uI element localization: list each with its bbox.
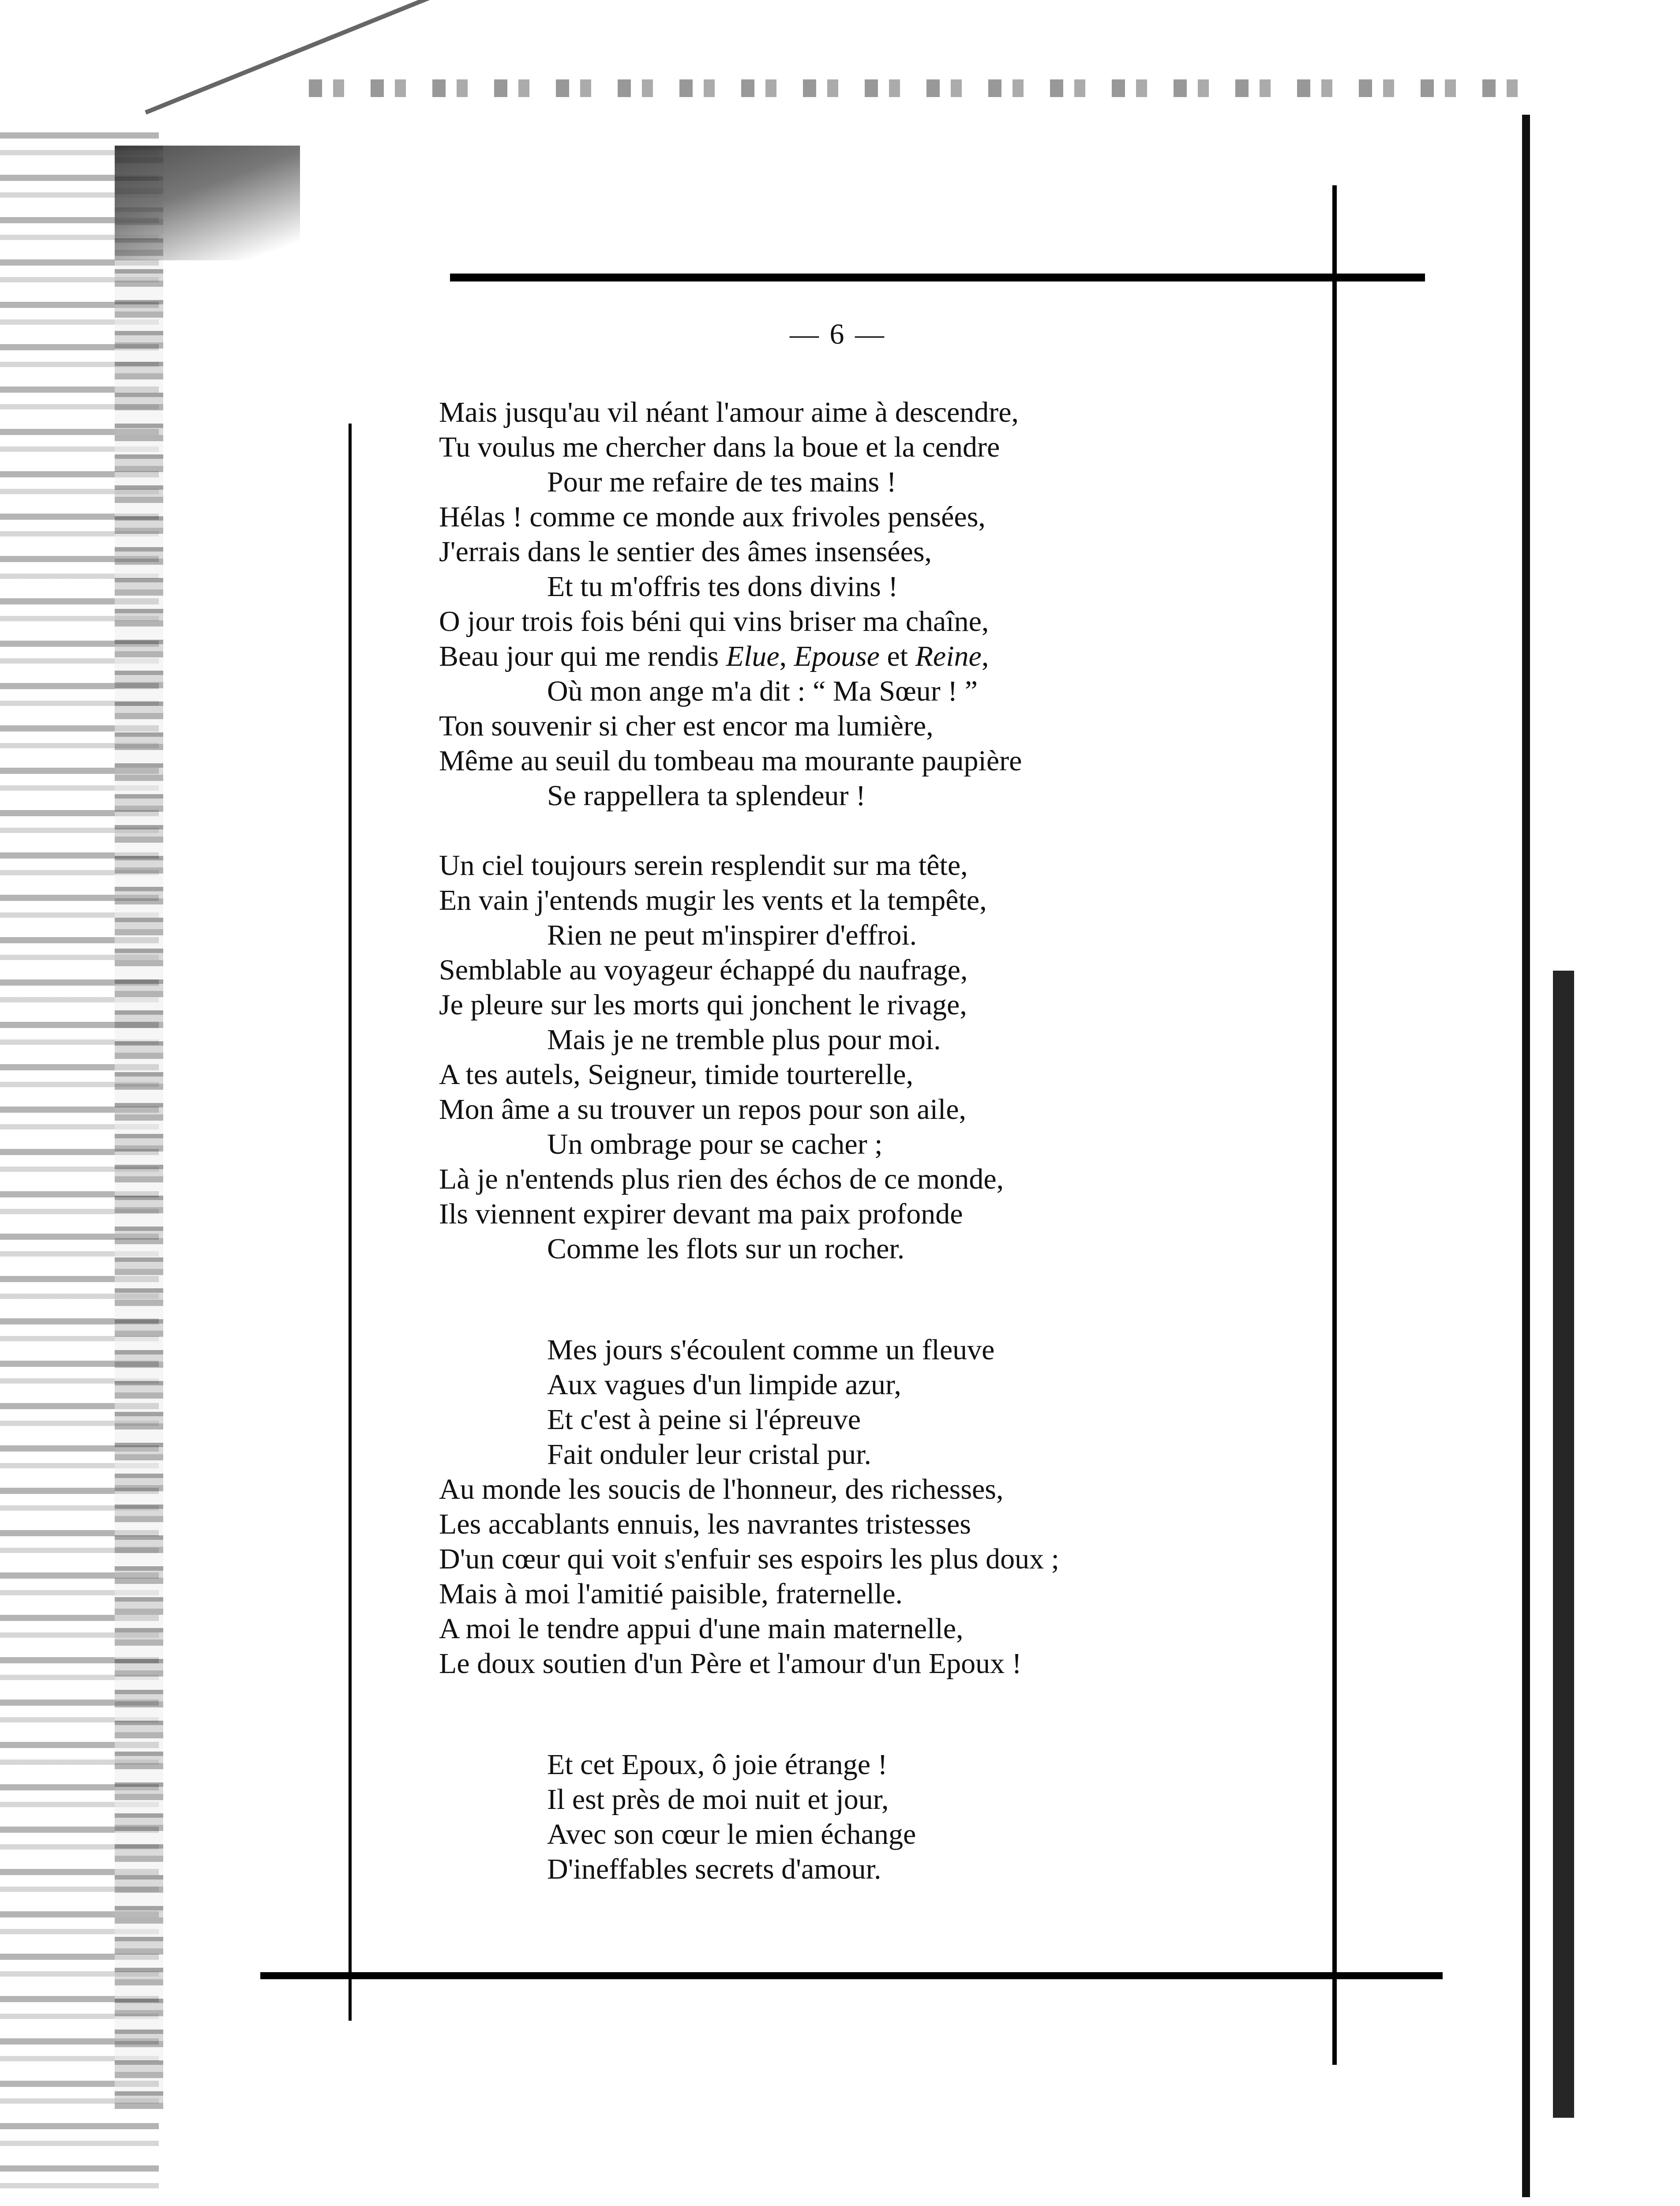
verse-line: Je pleure sur les morts qui jonchent le rivage, <box>439 989 967 1021</box>
verse-line: Semblable au voyageur échappé du naufrage, <box>439 954 968 986</box>
scan-diagonal-edge <box>145 0 555 115</box>
verse-line: Mes jours s'écoulent comme un fleuve <box>547 1334 995 1366</box>
verse-part: , <box>779 640 794 672</box>
verse-line: D'un cœur qui voit s'enfuir ses espoirs les plus doux ; <box>439 1543 1059 1575</box>
stanza-1 <box>439 395 1304 813</box>
verse-line: Se rappellera ta splendeur ! <box>547 780 866 812</box>
verse-line: Un ciel toujours serein resplendit sur ma tête, <box>439 849 968 882</box>
scan-edge-left-strip <box>115 146 163 2109</box>
verse-line: Et tu m'offris tes dons divins ! <box>547 570 898 603</box>
top-rule <box>450 274 1425 281</box>
scan-edge-right <box>1522 115 1530 2197</box>
verse-line: Et cet Epoux, ô joie étrange ! <box>547 1748 888 1781</box>
stanza-4 <box>439 1747 1304 1887</box>
poem-body <box>439 395 1304 1887</box>
verse-line: Et c'est à peine si l'épreuve <box>547 1403 861 1436</box>
verse-line: Aux vagues d'un limpide azur, <box>547 1369 901 1401</box>
verse-line: Les accablants ennuis, les navrantes tristesses <box>439 1508 971 1540</box>
verse-line: O jour trois fois béni qui vins briser ma chaîne, <box>439 605 989 638</box>
scan-corner-shadow <box>115 146 300 260</box>
stanza-2 <box>439 848 1304 1266</box>
verse-part-italic: Epouse <box>794 640 880 672</box>
verse-line: Rien ne peut m'inspirer d'effroi. <box>547 919 917 951</box>
verse-line: Mais je ne tremble plus pour moi. <box>547 1024 941 1056</box>
verse-line: Un ombrage pour se cacher ; <box>547 1128 883 1160</box>
verse-line: Au monde les soucis de l'honneur, des richesses, <box>439 1473 1004 1505</box>
verse-line: A tes autels, Seigneur, timide tourterelle, <box>439 1058 914 1091</box>
verse-part: et <box>879 640 915 672</box>
scan-edge-right-shadow <box>1553 971 1574 2118</box>
verse-line: Il est près de moi nuit et jour, <box>547 1783 889 1816</box>
verse-line: Même au seuil du tombeau ma mourante paupière <box>439 745 1022 777</box>
verse-line: Hélas ! comme ce monde aux frivoles pensées, <box>439 501 986 533</box>
verse-line: Fait onduler leur cristal pur. <box>547 1438 871 1471</box>
verse-line: Mon âme a su trouver un repos pour son aile, <box>439 1093 967 1126</box>
verse-line: Comme les flots sur un rocher. <box>547 1233 905 1265</box>
stanza-3 <box>439 1332 1304 1681</box>
verse-line: Tu voulus me chercher dans la boue et la cendre <box>439 431 1000 463</box>
verse-line: D'ineffables secrets d'amour. <box>547 1853 881 1885</box>
verse-line-mixed <box>439 639 1304 674</box>
right-frame-line <box>1332 185 1337 2065</box>
verse-line: En vain j'entends mugir les vents et la tempête, <box>439 884 987 916</box>
page-number: — 6 — <box>790 318 886 350</box>
verse-line: Mais à moi l'amitié paisible, fraternelle. <box>439 1578 903 1610</box>
verse-part-italic: Elue <box>726 640 780 672</box>
verse-line: Là je n'entends plus rien des échos de ce monde, <box>439 1163 1004 1195</box>
verse-part: , <box>981 640 989 672</box>
verse-line: Où mon ange m'a dit : “ Ma Sœur ! ” <box>547 675 978 707</box>
verse-line: Mais jusqu'au vil néant l'amour aime à descendre, <box>439 396 1019 428</box>
scan-edge-top <box>309 79 1544 97</box>
verse-part: Beau jour qui me rendis <box>439 640 726 672</box>
verse-part-italic: Reine <box>915 640 982 672</box>
verse-line: Ton souvenir si cher est encor ma lumière, <box>439 710 934 742</box>
verse-line: Avec son cœur le mien échange <box>547 1818 916 1850</box>
verse-line: Ils viennent expirer devant ma paix profonde <box>439 1198 963 1230</box>
left-frame-line <box>349 424 352 2021</box>
bottom-rule <box>260 1972 1443 1979</box>
verse-line: Le doux soutien d'un Père et l'amour d'un Epoux ! <box>439 1647 1022 1680</box>
verse-line: Pour me refaire de tes mains ! <box>547 466 896 498</box>
verse-line: J'errais dans le sentier des âmes insensées, <box>439 536 932 568</box>
verse-line: A moi le tendre appui d'une main maternelle, <box>439 1613 964 1645</box>
